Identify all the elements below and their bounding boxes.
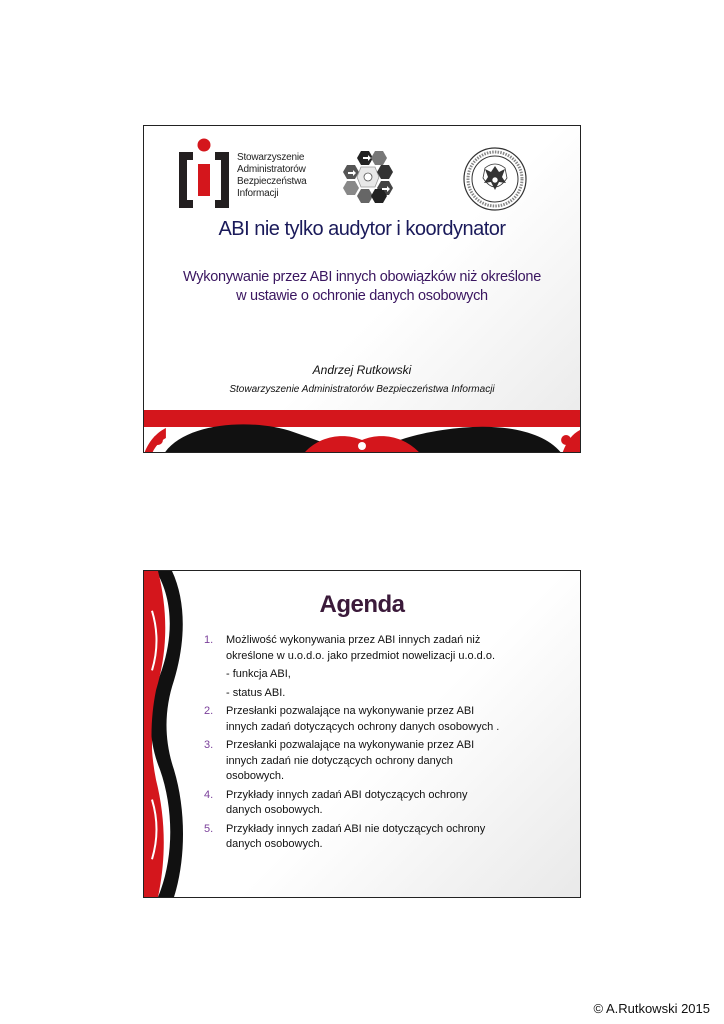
sabi-line: Stowarzyszenie bbox=[237, 152, 305, 163]
agenda-line: danych osobowych. bbox=[226, 838, 323, 850]
subtitle-line: w ustawie o ochronie danych osobowych bbox=[236, 288, 488, 304]
agenda-number: 2. bbox=[204, 705, 214, 717]
sabi-line: Administratorów bbox=[237, 164, 306, 175]
agenda-line: Przykłady innych zadań ABI dotyczących ochrony bbox=[226, 788, 468, 801]
agenda-line: Przesłanki pozwalające na wykonywanie przez ABI bbox=[226, 705, 475, 717]
sabi-line: Informacji bbox=[237, 188, 279, 199]
slide-title: ABI nie tylko audytor i koordynator bbox=[218, 218, 506, 240]
agenda-number: 3. bbox=[204, 739, 214, 751]
slide-subtitle bbox=[144, 268, 580, 306]
decorative-stripe bbox=[144, 571, 186, 897]
agenda-list bbox=[202, 633, 572, 856]
agenda-item bbox=[202, 704, 572, 735]
agenda-item bbox=[202, 822, 572, 853]
hexagon-logo bbox=[339, 148, 397, 206]
sabi-line: Bezpieczeństwa bbox=[237, 176, 307, 187]
agenda-line: innych zadań nie dotyczących ochrony danych bbox=[226, 754, 453, 767]
sabi-logo-mark bbox=[179, 138, 229, 208]
agenda-subitem: - status ABI. bbox=[226, 686, 286, 699]
agenda-item bbox=[202, 738, 572, 785]
author-name: Andrzej Rutkowski bbox=[312, 363, 412, 377]
agenda-line: danych osobowych. bbox=[226, 804, 323, 816]
agenda-line: Możliwość wykonywania przez ABI innych zadań niż bbox=[226, 634, 481, 646]
agenda-slide bbox=[143, 570, 581, 898]
title-slide bbox=[143, 125, 581, 453]
subtitle-line: Wykonywanie przez ABI innych obowiązków niż określone bbox=[183, 269, 541, 285]
copyright-footer: © A.Rutkowski 2015 bbox=[593, 1001, 710, 1016]
sabi-logo bbox=[179, 138, 329, 208]
agenda-line: określone w u.o.d.o. jako przedmiot nowelizacji u.o.d.o. bbox=[226, 649, 496, 662]
agenda-number: 5. bbox=[204, 822, 214, 835]
agenda-line: Przesłanki pozwalające na wykonywanie przez ABI bbox=[226, 739, 475, 751]
logo-row bbox=[144, 136, 580, 211]
agenda-item bbox=[202, 788, 572, 819]
slide-title: Agenda bbox=[319, 591, 405, 618]
agenda-line: osobowych. bbox=[226, 770, 285, 782]
decorative-band bbox=[144, 410, 580, 453]
agenda-line: innych zadań dotyczących ochrony danych osobowych . bbox=[226, 720, 500, 733]
agenda-subitem: - funkcja ABI, bbox=[226, 668, 291, 680]
agenda-line: Przykłady innych zadań ABI nie dotyczących ochrony bbox=[226, 822, 486, 835]
politechnika-warszawska-seal bbox=[457, 146, 533, 212]
sabi-logo-text bbox=[237, 152, 306, 200]
agenda-item bbox=[202, 633, 572, 664]
agenda-number: 1. bbox=[204, 634, 214, 646]
agenda-number: 4. bbox=[204, 788, 214, 801]
author-organization: Stowarzyszenie Administratorów Bezpieczeństwa Informacji bbox=[229, 384, 495, 395]
